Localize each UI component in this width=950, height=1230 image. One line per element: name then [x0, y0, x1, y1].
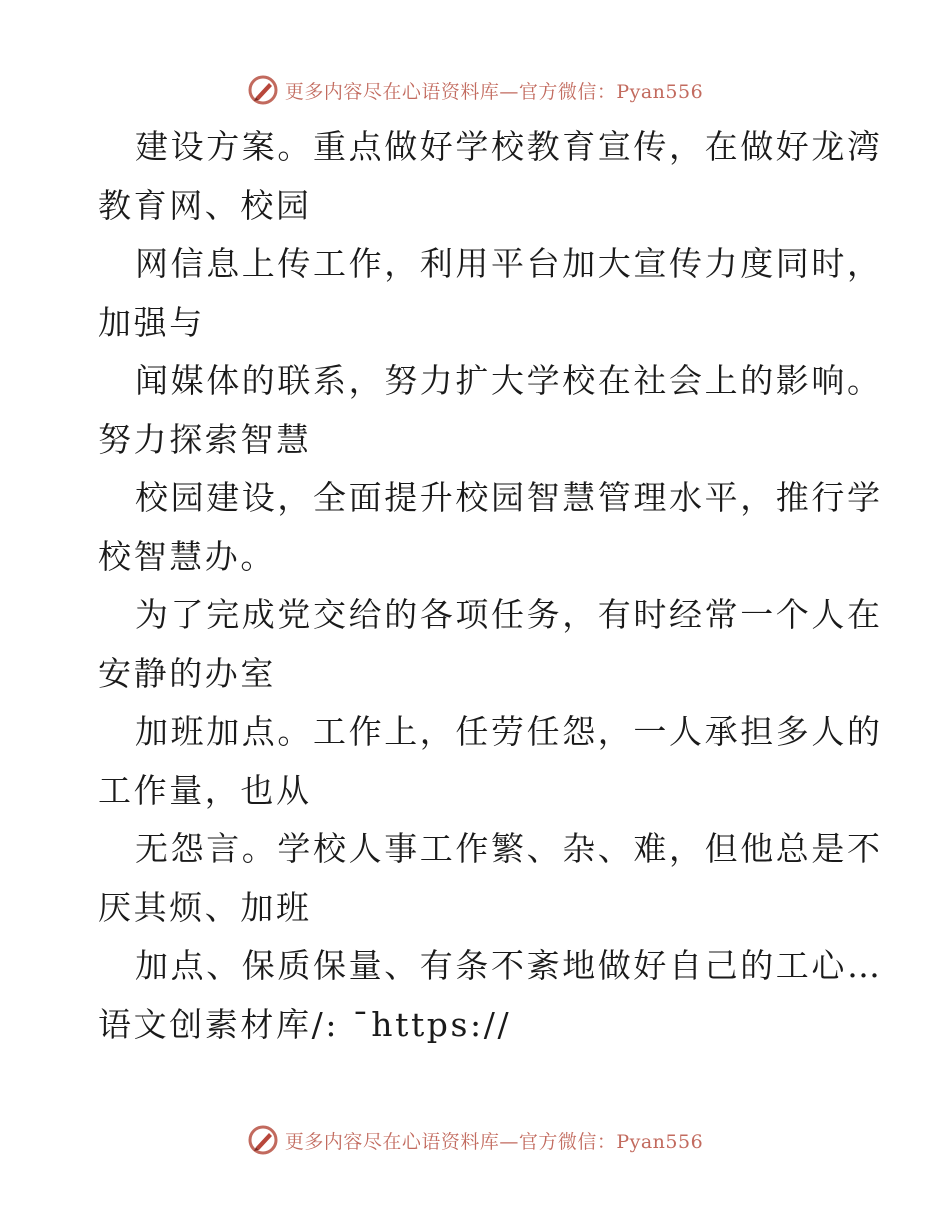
footer-banner: [0, 1122, 950, 1158]
text-line: 教育网、校园: [98, 185, 312, 225]
text-line: 校园建设，全面提升校园智慧管理水平，推行学: [135, 478, 883, 517]
text-line: 厌其烦、加班: [98, 887, 312, 927]
header-banner: [0, 72, 950, 108]
text-line: 为了完成党交给的各项任务，有时经常一个人在: [135, 595, 883, 634]
text-line: 建设方案。重点做好学校教育宣传，在做好龙湾: [135, 127, 883, 166]
body-text: [98, 118, 883, 1054]
text-line: 加强与: [98, 302, 205, 342]
text-line: 校智慧办。: [98, 536, 276, 576]
text-line: 加点、保质保量、有条不紊地做好自己的工心…: [135, 946, 883, 985]
text-line: 无怨言。学校人事工作繁、杂、难，但他总是不: [135, 829, 883, 868]
header-banner-text: 更多内容尽在心语资料库—官方微信：Pyan556: [284, 80, 704, 103]
pen-seal-logo-icon: [247, 74, 279, 106]
text-line: 网信息上传工作，利用平台加大宣传力度同时，: [135, 244, 883, 283]
text-line: 语文创素材库/: ¯https://: [98, 1004, 512, 1044]
text-line: 闻媒体的联系，努力扩大学校在社会上的影响。: [135, 361, 883, 400]
text-line: 安静的办室: [98, 653, 276, 693]
text-line: 努力探索智慧: [98, 419, 312, 459]
text-line: 加班加点。工作上，任劳任怨，一人承担多人的: [135, 712, 883, 751]
footer-banner-text: 更多内容尽在心语资料库—官方微信：Pyan556: [284, 1130, 704, 1153]
pen-seal-logo-icon: [247, 1124, 279, 1156]
text-line: 工作量，也从: [98, 770, 312, 810]
